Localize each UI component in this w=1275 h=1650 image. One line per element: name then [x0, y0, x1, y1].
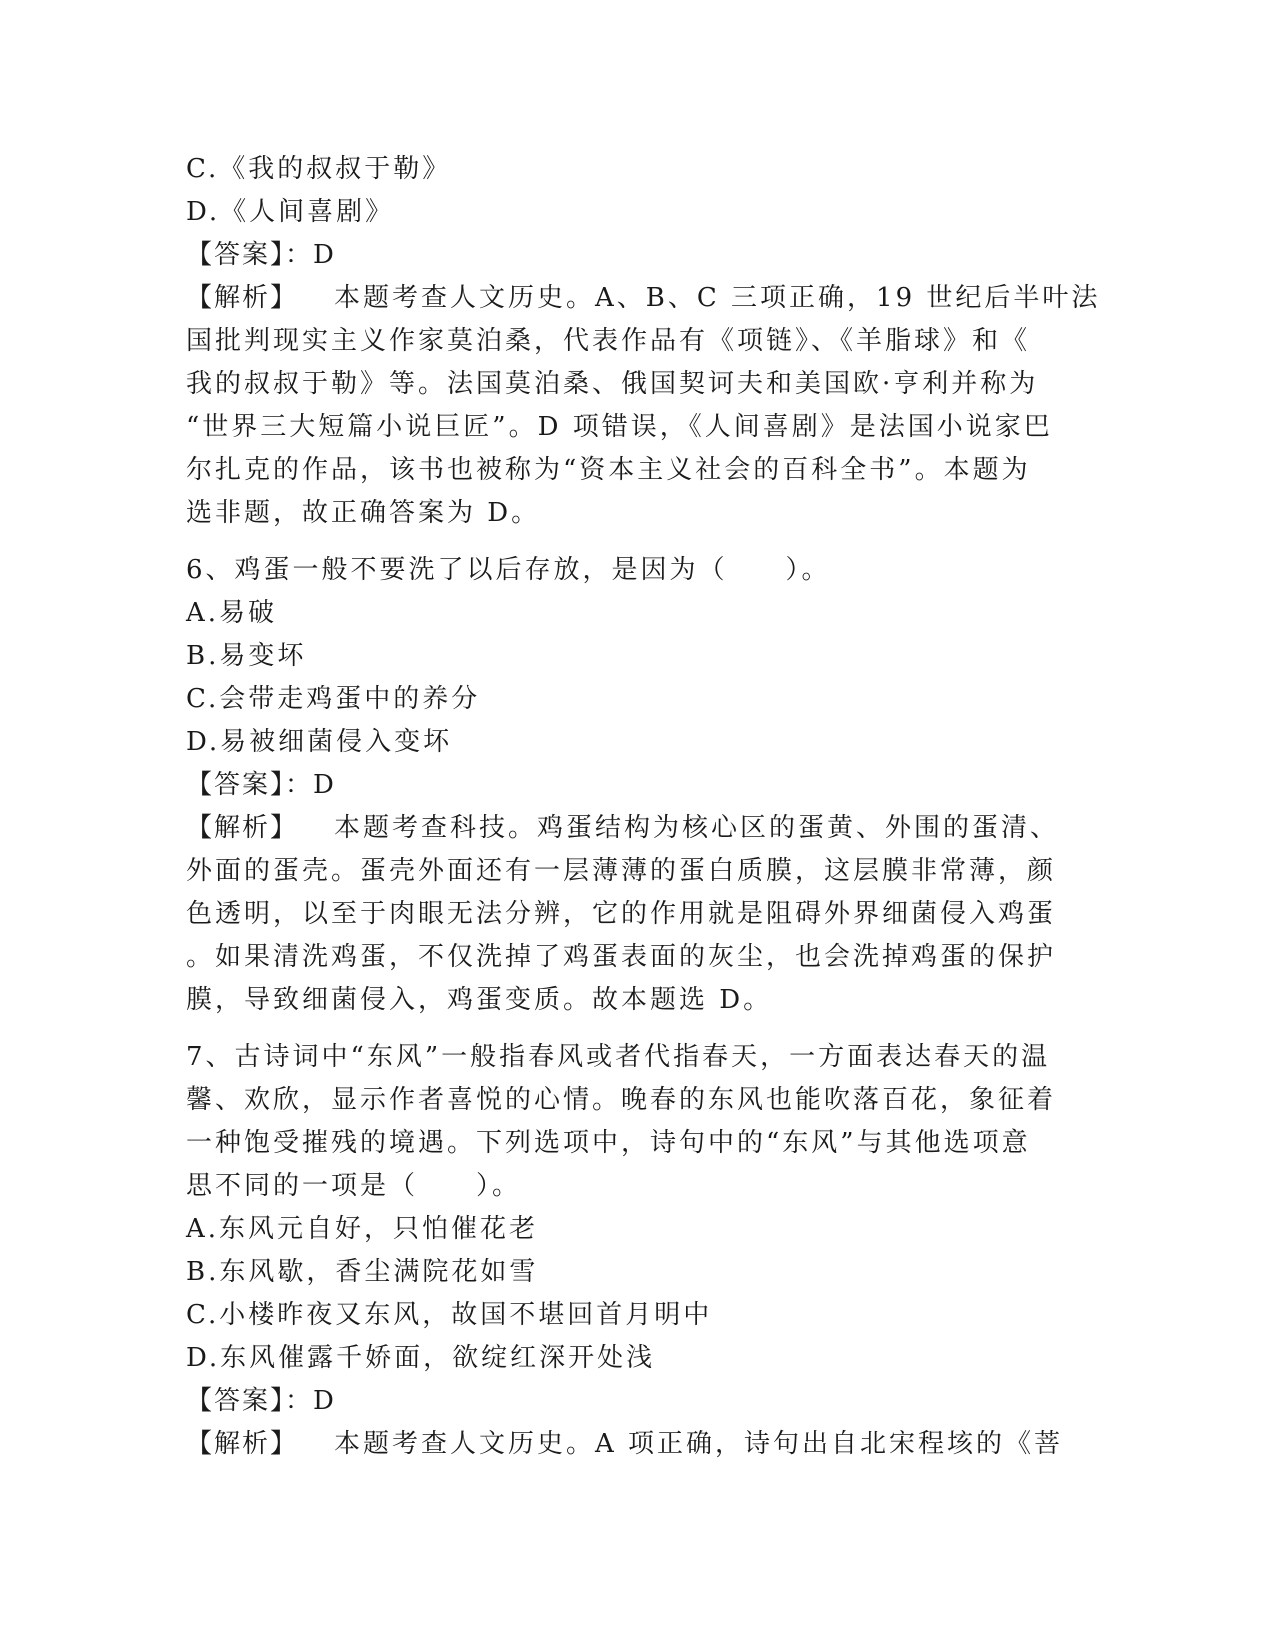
- q5-analysis-line: 尔扎克的作品，该书也被称为“资本主义社会的百科全书”。本题为: [186, 455, 1031, 485]
- q6-option-d: D.易被细菌侵入变坏: [186, 727, 453, 757]
- q7-question-line: 馨、欢欣，显示作者喜悦的心情。晚春的东风也能吹落百花，象征着: [186, 1085, 1057, 1115]
- q5-analysis-line: 国批判现实主义作家莫泊桑，代表作品有《项链》、《羊脂球》和《: [186, 326, 1031, 356]
- q5-analysis-line: “世界三大短篇小说巨匠”。D 项错误，《人间喜剧》是法国小说家巴: [186, 412, 1053, 442]
- answer-label: 【答案】：: [186, 1386, 314, 1416]
- analysis-label: 【解析】: [186, 813, 299, 843]
- q6-option-c: C.会带走鸡蛋中的养分: [186, 684, 481, 714]
- q7-option-d: D.东风催露千娇面，欲绽红深开处浅: [186, 1343, 656, 1373]
- answer-value: D: [313, 240, 337, 270]
- analysis-label: 【解析】: [186, 283, 299, 313]
- q5-analysis-line: 我的叔叔于勒》等。法国莫泊桑、俄国契诃夫和美国欧·亨利并称为: [186, 369, 1039, 399]
- answer-value: D: [313, 770, 337, 800]
- q5-option-d: D.《人间喜剧》: [186, 197, 395, 227]
- q5-analysis-line: [186, 277, 1101, 320]
- q7-analysis-line: [186, 1423, 1086, 1466]
- answer-label: 【答案】：: [186, 240, 314, 270]
- document-page: [186, 148, 1101, 1466]
- q6-option-b: B.易变坏: [186, 641, 307, 671]
- q5-option-c: C.《我的叔叔于勒》: [186, 154, 452, 184]
- answer-value: D: [313, 1386, 337, 1416]
- q6-question: 6、鸡蛋一般不要洗了以后存放，是因为（ ）。: [186, 555, 831, 585]
- q5-answer: [186, 234, 1086, 277]
- analysis-label: 【解析】: [186, 1429, 299, 1459]
- answer-label: 【答案】：: [186, 770, 314, 800]
- q7-option-b: B.东风歇，香尘满院花如雪: [186, 1257, 539, 1287]
- q6-analysis-line: 膜，导致细菌侵入，鸡蛋变质。故本题选 D。: [186, 985, 773, 1015]
- q7-question-line: 7、古诗词中“东风”一般指春风或者代指春天，一方面表达春天的温: [186, 1042, 1051, 1072]
- q7-answer: [186, 1380, 1086, 1423]
- q6-analysis-line: [186, 807, 1086, 850]
- analysis-text: 本题考查人文历史。A、B、C 三项正确，19 世纪后半叶法: [334, 283, 1101, 313]
- analysis-text: 本题考查科技。鸡蛋结构为核心区的蛋黄、外围的蛋清、: [334, 813, 1060, 843]
- q7-option-c: C.小楼昨夜又东风，故国不堪回首月明中: [186, 1300, 713, 1330]
- q6-analysis-line: 。如果清洗鸡蛋，不仅洗掉了鸡蛋表面的灰尘，也会洗掉鸡蛋的保护: [186, 942, 1057, 972]
- q7-question-line: 一种饱受摧残的境遇。下列选项中，诗句中的“东风”与其他选项意: [186, 1128, 1031, 1158]
- q6-option-a: A.易破: [186, 598, 278, 628]
- q5-analysis-line: 选非题，故正确答案为 D。: [186, 498, 541, 528]
- q6-answer: [186, 764, 1086, 807]
- q7-option-a: A.东风元自好，只怕催花老: [186, 1214, 539, 1244]
- q6-analysis-line: 色透明，以至于肉眼无法分辨，它的作用就是阻碍外界细菌侵入鸡蛋: [186, 899, 1057, 929]
- q6-analysis-line: 外面的蛋壳。蛋壳外面还有一层薄薄的蛋白质膜，这层膜非常薄，颜: [186, 856, 1057, 886]
- analysis-text: 本题考查人文历史。A 项正确，诗句出自北宋程垓的《菩: [334, 1429, 1064, 1459]
- q7-question-line: 思不同的一项是（ ）。: [186, 1171, 522, 1201]
